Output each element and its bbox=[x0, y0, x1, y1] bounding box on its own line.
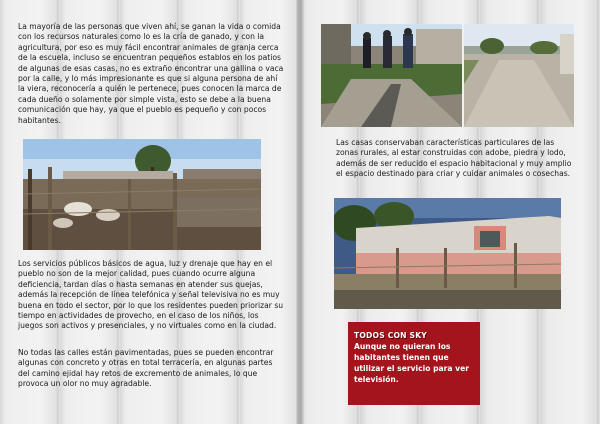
callout-title: TODOS CON SKY bbox=[354, 331, 427, 340]
right-paragraph-1: Las casas conservaban características particulares de las zonas rurales, al estar construidas con adobe, piedra y lodo, además de ser reducido el espacio habitacional y muy amplio el espacio destinado para criar y cuidar animales o cosechas. bbox=[336, 138, 572, 179]
callout-box bbox=[348, 322, 480, 405]
photo-corral-animals bbox=[23, 139, 261, 250]
left-paragraph-3: No todas las calles están pavimentadas, pues se pueden encontrar algunas con concreto y otras en total terracería, en algunas partes del camino ejidal hay retos de excremento de animales, lo que provoca un olor no muy agradable. bbox=[18, 348, 274, 389]
photo-people-walking bbox=[321, 24, 462, 127]
left-paragraph-2: Los servicios públicos básicos de agua, luz y drenaje que hay en el pueblo no son de la mejor calidad, pues cuando ocurre alguna deficiencia, tardan días o hasta semanas en atender sus quejas, además la recepción de línea telefónica y señal televisiva no es muy buena en todo el sector, por lo que los residentes pueden priorizar su tiempo en actividades de provecho, en el caso de los niños, los juegos son activos y presenciales, y no virtuales como en la ciudad. bbox=[18, 259, 284, 331]
callout-body: Aunque no quieran los habitantes tienen que utilizar el servicio para ver televisión. bbox=[354, 342, 470, 384]
photo-dirt-road bbox=[464, 24, 574, 127]
left-paragraph-1: La mayoría de las personas que viven ahí, se ganan la vida o comida con los recursos naturales como lo es la cría de ganado, y con la agricultura, por eso es muy fácil encontrar animales de granja cerca de la escuela, incluso se encuentran pequeños establos en los patios de algunas de esas casas, no es extraño encontrar una gallina o vaca por la calle, y lo más impresionante es que si alguna persona de ahí la viera, reconocería a quién le pertenece, pues conocen la marca de cada dueño o solamente por simple vista, esto se debe a la buena comunicación que hay, ya que el pueblo es pequeño y con pocos habitantes. bbox=[18, 22, 284, 125]
photo-adobe-house bbox=[334, 198, 561, 309]
page-fold bbox=[296, 0, 304, 424]
